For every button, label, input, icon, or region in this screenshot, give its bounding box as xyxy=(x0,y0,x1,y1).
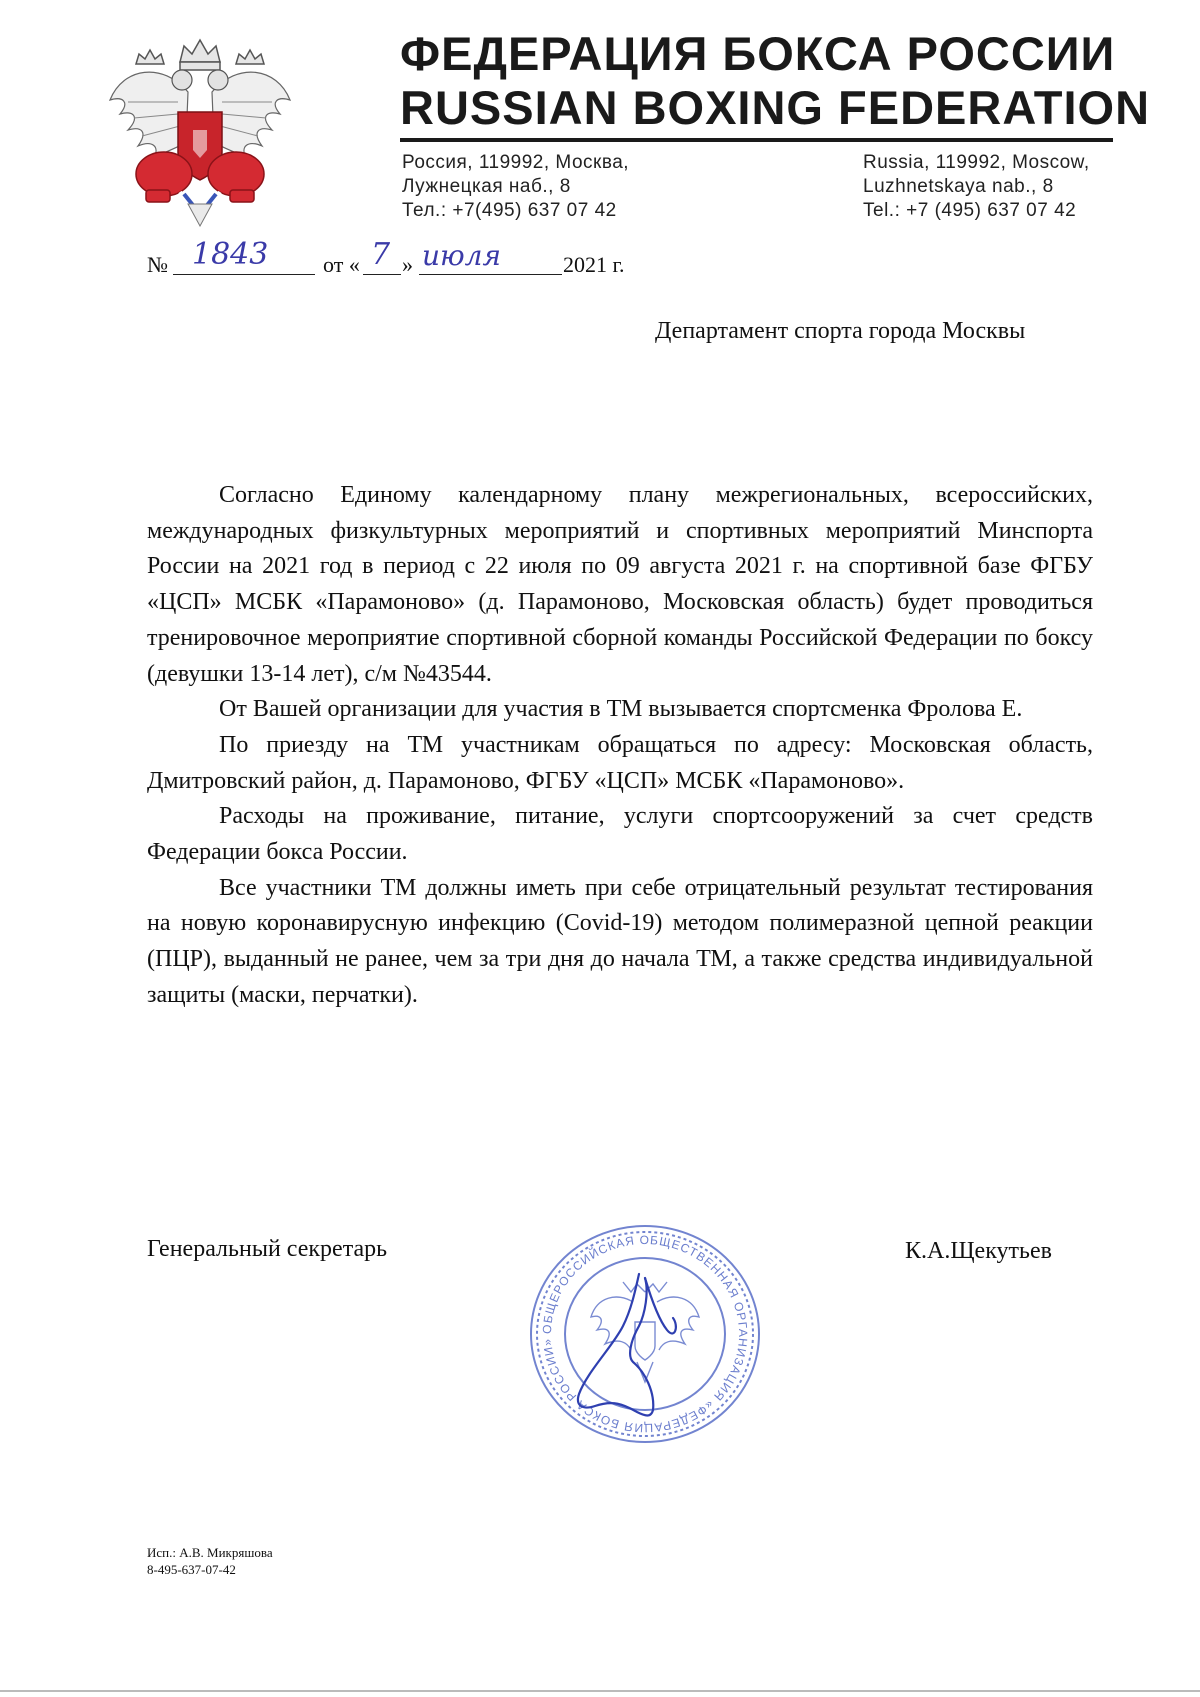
address-ru xyxy=(402,151,629,223)
header-divider xyxy=(400,138,1113,142)
address-en-line: Luzhnetskaya nab., 8 xyxy=(863,176,1054,197)
number-value: 1843 xyxy=(192,237,269,272)
address-ru-line: Россия, 119992, Москва, xyxy=(402,152,630,173)
day-underline xyxy=(363,274,401,275)
month-underline xyxy=(419,274,562,275)
address-ru-line: Тел.: +7(495) 637 07 42 xyxy=(402,200,617,221)
reference-line xyxy=(147,237,647,284)
executor: Исп.: А.В. Микряшова xyxy=(147,1545,273,1560)
letter-body xyxy=(147,478,1093,1014)
month-value: июля xyxy=(422,239,502,272)
body-paragraph: Все участники ТМ должны иметь при себе отрицательный результат тестирования на новую коронавирусную инфекцию (Covid-19) методом полимеразной цепной реакции (ПЦР), выданный не ранее, чем за три дня до начала ТМ, а также средства индивидуальной защиты (маски, перчатки). xyxy=(147,874,1093,1008)
address-en xyxy=(863,151,1090,223)
executor-phone: 8-495-637-07-42 xyxy=(147,1562,236,1577)
federation-emblem xyxy=(108,22,293,227)
number-underline xyxy=(173,274,315,275)
title-ru: ФЕДЕРАЦИЯ БОКСА РОССИИ xyxy=(400,27,1116,80)
body-paragraph: Согласно Единому календарному плану межрегиональных, всероссийских, международных физкультурных мероприятий и спортивных мероприятий Минспорта России на 2021 год в период с 22 июля по 09 августа 2021 г. на спортивной базе ФГБУ «ЦСП» МСБК «Парамоново» (д. Парамоново, Московская область) будет проводиться тренировочное мероприятие спортивной сборной команды Российской Федерации по боксу (девушки 13-14 лет), с/м №43544. xyxy=(147,482,1093,687)
number-label: № xyxy=(147,252,168,277)
official-stamp xyxy=(527,1222,763,1446)
stamp-text: ОБЩЕРОССИЙСКАЯ ОБЩЕСТВЕННАЯ ОРГАНИЗАЦИЯ «ФЕДЕРАЦИЯ БОКСА РОССИИ» xyxy=(539,1232,751,1436)
day-value: 7 xyxy=(371,237,391,272)
scan-edge xyxy=(0,1690,1200,1692)
recipient: Департамент спорта города Москвы xyxy=(655,318,1026,344)
year-label: 2021 г. xyxy=(563,252,625,277)
title-en: RUSSIAN BOXING FEDERATION xyxy=(400,81,1151,134)
body-paragraph: По приезду на ТМ участникам обращаться по адресу: Московская область, Дмитровский район, д. Парамоново, ФГБУ «ЦСП» МСБК «Парамоново». xyxy=(147,731,1093,794)
address-ru-line: Лужнецкая наб., 8 xyxy=(402,176,571,197)
date-mid: » xyxy=(402,252,413,277)
signatory-name: К.А.Щекутьев xyxy=(905,1238,1052,1264)
address-en-line: Tel.: +7 (495) 637 07 42 xyxy=(863,200,1077,221)
date-from-label: от « xyxy=(323,252,360,277)
signatory-position: Генеральный секретарь xyxy=(147,1236,388,1262)
body-paragraph: От Вашей организации для участия в ТМ вызывается спортсменка Фролова Е. xyxy=(219,696,1023,723)
body-paragraph: Расходы на проживание, питание, услуги спортсооружений за счет средств Федерации бокса России. xyxy=(147,803,1093,866)
address-en-line: Russia, 119992, Moscow, xyxy=(863,152,1090,173)
